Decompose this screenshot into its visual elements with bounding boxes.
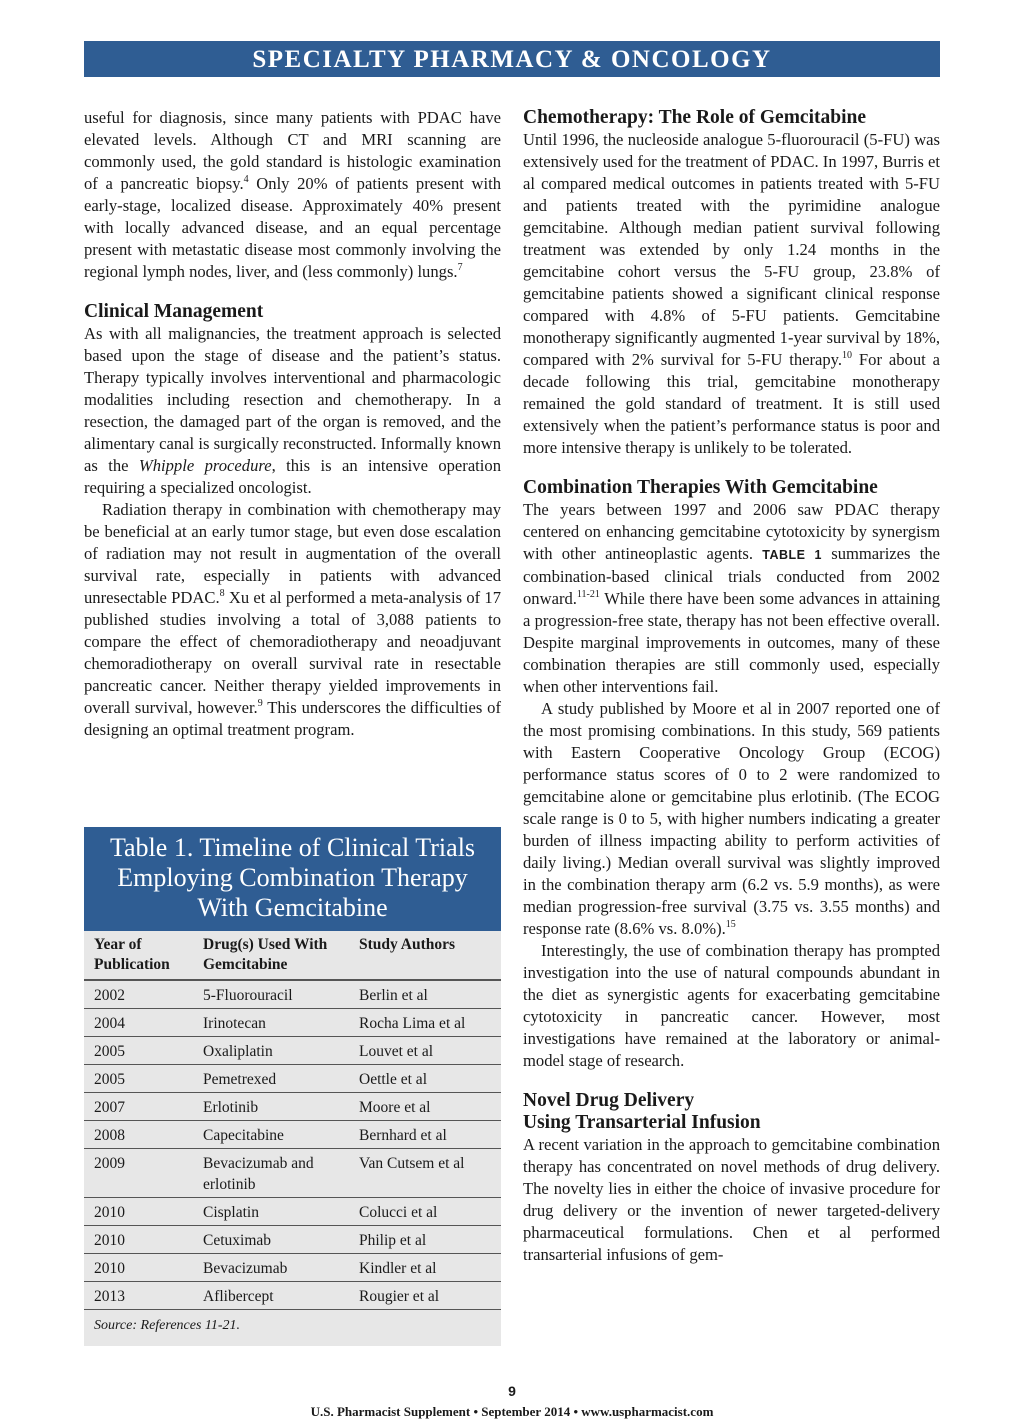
cell-authors: Berlin et al	[349, 980, 501, 1009]
cell-authors: Colucci et al	[349, 1198, 501, 1226]
table-row	[84, 1121, 501, 1149]
combination-paragraph: The years between 1997 and 2006 saw PDAC therapy centered on enhancing gemcitabine cytotoxicity by synergism with other antineoplastic agents. TABLE 1 summarizes the combination-based clinical trials conducted from 2002 onward.$^{11-21}$ While there have been some advances in attaining a progression-free state, therapy has not been effective overall. Despite marginal improvements in outcomes, many of these combination therapies are still commonly used, especially when other interventions fail.	[523, 500, 941, 696]
col-header-drugs: Drug(s) Used With Gemcitabine	[193, 931, 349, 980]
citation: 8	[219, 588, 225, 599]
table-row	[84, 1254, 501, 1282]
heading-combination: Combination Therapies With Gemcitabine	[523, 477, 878, 498]
cell-drugs: Capecitabine	[193, 1121, 349, 1149]
cell-drugs: Aflibercept	[193, 1282, 349, 1310]
publication-footer: U.S. Pharmacist Supplement • September 2014 • www.uspharmacist.com	[310, 1404, 714, 1419]
cell-year: 2008	[84, 1121, 193, 1149]
cell-year: 2013	[84, 1282, 193, 1310]
col-header-year: Year of Publication	[84, 931, 193, 980]
cell-authors: Kindler et al	[349, 1254, 501, 1282]
cell-drugs: Cetuximab	[193, 1226, 349, 1254]
cell-authors: Rougier et al	[349, 1282, 501, 1310]
cell-drugs: Bevacizumab and erlotinib	[193, 1149, 349, 1198]
cell-authors: Moore et al	[349, 1093, 501, 1121]
citation: 11-21	[576, 589, 600, 600]
cell-drugs: Bevacizumab	[193, 1254, 349, 1282]
cell-drugs: Pemetrexed	[193, 1065, 349, 1093]
cell-authors: Rocha Lima et al	[349, 1009, 501, 1037]
natural-compounds-paragraph: Interestingly, the use of combination therapy has prompted investigation into the use of natural compounds abundant in the diet as synergistic agents for exacerbating gemcitabine cytotoxicity in pancreatic cancer. However, most investigations have remained at the laboratory or animal-model stage of research.	[523, 941, 940, 1070]
cell-authors: Van Cutsem et al	[349, 1149, 501, 1198]
table-source: Source: References 11-21.	[84, 1310, 501, 1346]
cell-year: 2010	[84, 1254, 193, 1282]
heading-clinical-management: Clinical Management	[84, 301, 264, 322]
table-row	[84, 1093, 501, 1121]
clinical-paragraph: As with all malignancies, the treatment approach is selected based upon the stage of disease and the patient’s status. Therapy typically involves interventional and pharmacologic modalities including resection and chemotherapy. In a resection, the damaged part of the organ is removed, and the alimentary canal is surgically reconstructed. Informally known as the Whipple procedure, this is an intensive operation requiring a specialized oncologist.	[84, 324, 501, 497]
cell-year: 2007	[84, 1093, 193, 1121]
col-header-authors: Study Authors	[349, 931, 501, 980]
table-header-row	[84, 931, 501, 980]
cell-year: 2002	[84, 980, 193, 1009]
moore-paragraph: A study published by Moore et al in 2007 reported one of the most promising combinations. In this study, 569 patients with Eastern Cooperative Oncology Group (ECOG) performance status scores of 0 to 2 were randomized to gemcitabine alone or gemcitabine plus erlotinib. (The ECOG scale range is 0 to 5, with higher numbers indicating a greater burden of illness impacting ability to perform activities of daily living.) Median overall survival was slightly improved in the combination therapy arm (6.2 vs. 5.9 months), as were median progression-free survival (3.75 vs. 3.55 months) and response rate (8.6% vs. 8.0%).$^{15}$	[523, 699, 940, 938]
table-row	[84, 1226, 501, 1254]
cell-authors: Philip et al	[349, 1226, 501, 1254]
cell-year: 2005	[84, 1037, 193, 1065]
right-column	[523, 107, 940, 1266]
table-title: Table 1. Timeline of Clinical Trials Employing Combination Therapy With Gemcitabine	[84, 827, 501, 931]
section-banner: SPECIALTY PHARMACY & ONCOLOGY	[84, 41, 940, 77]
cell-drugs: Cisplatin	[193, 1198, 349, 1226]
cell-year: 2005	[84, 1065, 193, 1093]
cell-drugs: 5-Fluorouracil	[193, 980, 349, 1009]
table-row	[84, 1282, 501, 1310]
page-number: 9	[508, 1383, 516, 1399]
heading-novel-delivery: Novel Drug Delivery Using Transarterial Infusion	[523, 1090, 761, 1133]
whipple-term: Whipple procedure	[138, 456, 272, 475]
radiation-paragraph: Radiation therapy in combination with chemotherapy may be beneficial at an early tumor stage, but even dose escalation of radiation may not result in augmentation of the overall survival rate, especially in patients with advanced unresectable PDAC.$^8$ Xu et al performed a meta-analysis of 17 published studies involving a total of 3,088 patients to compare the effect of chemoradiotherapy and neoadjuvant chemoradiotherapy on overall survival rate in resectable pancreatic cancer. Neither therapy yielded improvements in overall survival, however.$^9$ This underscores the difficulties of designing an optimal treatment program.	[84, 500, 502, 739]
table-row	[84, 1198, 501, 1226]
heading-chemotherapy: Chemotherapy: The Role of Gemcitabine	[523, 107, 867, 128]
cell-year: 2010	[84, 1226, 193, 1254]
table-row	[84, 1009, 501, 1037]
left-column	[84, 107, 501, 741]
novel-delivery-paragraph: A recent variation in the approach to gemcitabine combination therapy has concentrated on novel methods of drug delivery. The novelty lies in either the choice of invasive procedure for drug delivery or the invention of newer targeted-delivery pharmaceutical formulations. Chen et al performed transarterial infusions of gem-	[523, 1135, 940, 1264]
cell-year: 2010	[84, 1198, 193, 1226]
cell-drugs: Erlotinib	[193, 1093, 349, 1121]
cell-drugs: Irinotecan	[193, 1009, 349, 1037]
table-row	[84, 1037, 501, 1065]
clinical-trials-table	[84, 827, 501, 1346]
citation: 9	[257, 698, 263, 709]
cell-authors: Louvet et al	[349, 1037, 501, 1065]
table-row	[84, 1065, 501, 1093]
intro-paragraph: useful for diagnosis, since many patients with PDAC have elevated levels. Although CT and MRI scanning are commonly used, the gold standard is histologic examination of a pancreatic biopsy.$^4$ Only 20% of patients present with early-stage, localized disease. Approximately 40% present with locally advanced disease, and an equal percentage present with metastatic disease most commonly involving the regional lymph nodes, liver, and (less commonly) lungs.$^7$	[84, 108, 501, 281]
table-row	[84, 1149, 501, 1198]
trials-table	[84, 931, 501, 1310]
cell-year: 2009	[84, 1149, 193, 1198]
table-row	[84, 980, 501, 1009]
table-reference: TABLE 1	[762, 548, 822, 562]
citation: 7	[457, 262, 463, 273]
cell-year: 2004	[84, 1009, 193, 1037]
chemo-paragraph: Until 1996, the nucleoside analogue 5-fluorouracil (5-FU) was extensively used for the treatment of PDAC. In 1997, Burris et al compared medical outcomes in patients treated with 5-FU and patients treated with the pyrimidine analogue gemcitabine. Although median patient survival following treatment was extended by only 1.24 months in the gemcitabine cohort versus the 5-FU group, 23.8% of gemcitabine patients showed a significant clinical response compared with 4.8% of 5-FU patients. Gemcitabine monotherapy significantly augmented 1-year survival by 18%, compared with 2% survival for 5-FU therapy.$^{10}$ For about a decade following this trial, gemcitabine monotherapy remained the gold standard of treatment. It is still used extensively when the patient’s performance status is poor and more intensive therapy is unlikely to be tolerated.	[523, 130, 940, 457]
cell-authors: Bernhard et al	[349, 1121, 501, 1149]
citation: 15	[725, 919, 736, 930]
citation: 10	[842, 350, 853, 361]
cell-authors: Oettle et al	[349, 1065, 501, 1093]
cell-drugs: Oxaliplatin	[193, 1037, 349, 1065]
citation: 4	[243, 174, 249, 185]
